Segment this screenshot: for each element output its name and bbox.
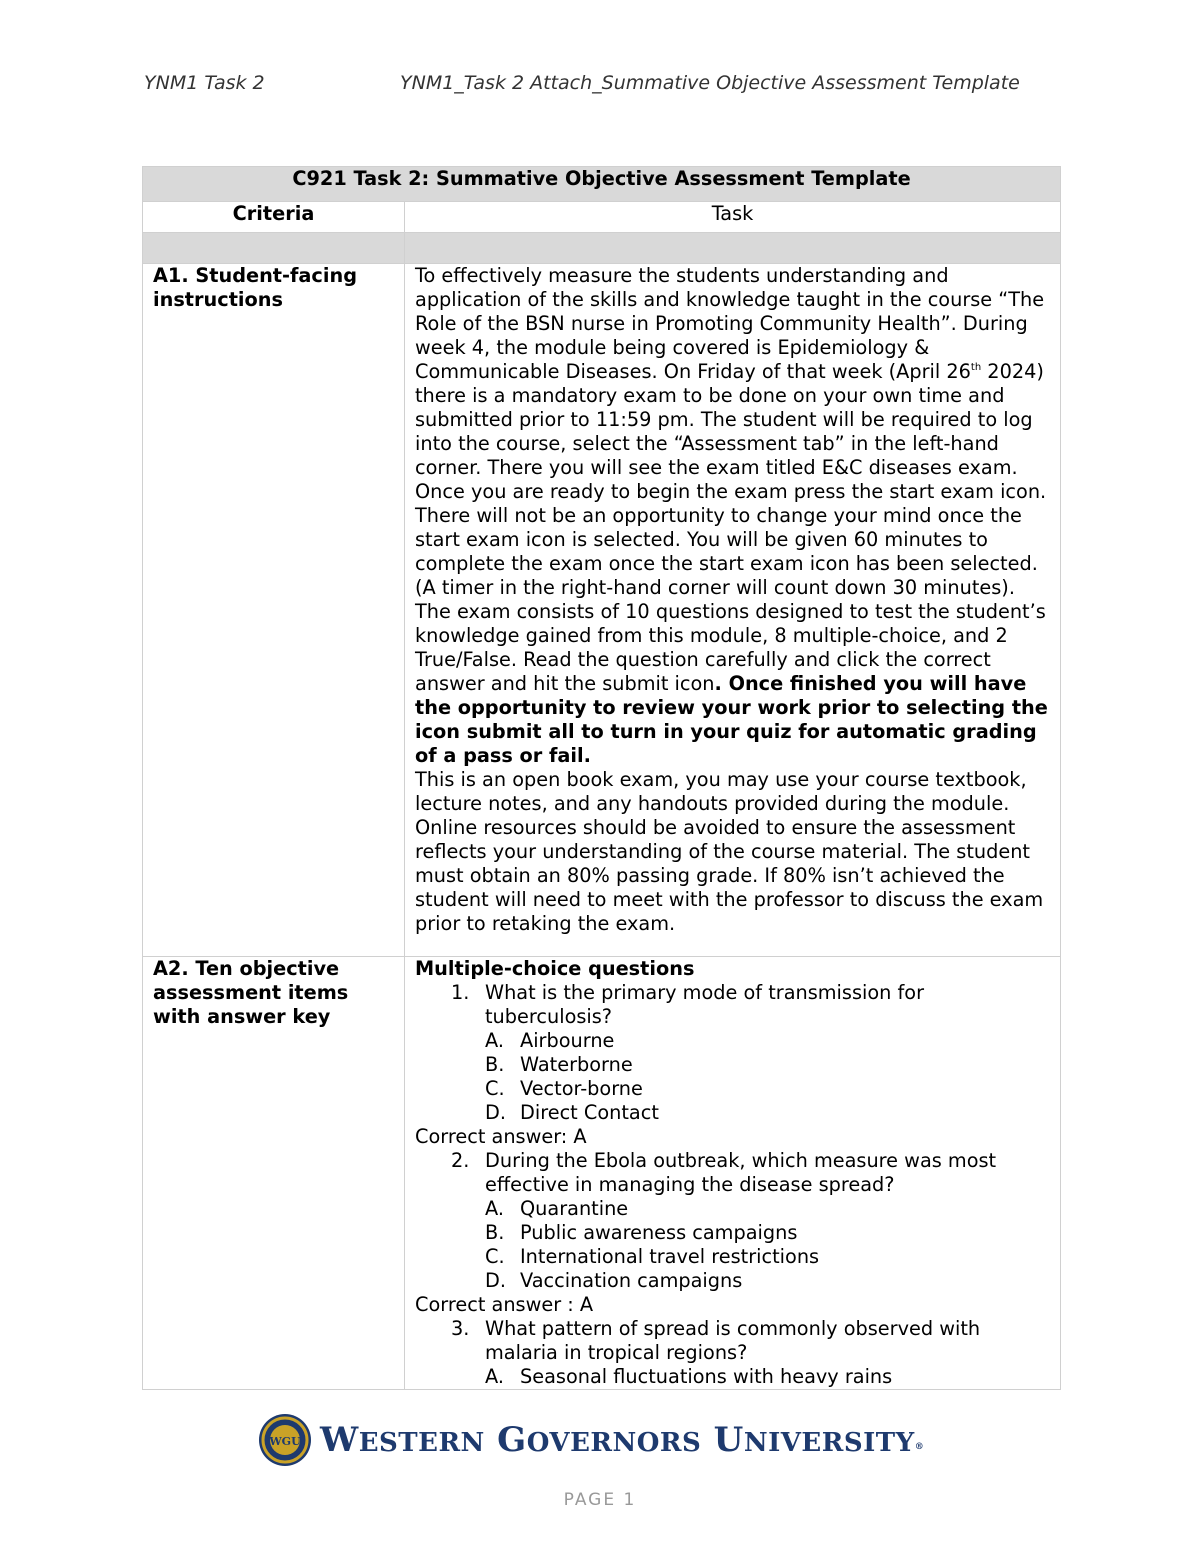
shaded-spacer-cell <box>405 233 1061 264</box>
criteria-a2-label: A2. Ten objective assessment items with answer key <box>143 957 405 1390</box>
instructions-paragraph-3: This is an open book exam, you may use your course textbook, lecture notes, and any handouts provided during the module. Online resources should be avoided to ensure the assessment reflects your understanding of the course material. The student must obtain an 80% passing grade. If 80% isn’t achieved the student will need to meet with the professor to discuss the exam prior to retaking the exam. <box>415 768 1044 935</box>
question-2: 2. During the Ebola outbreak, which measure was most effective in managing the disease spread? <box>451 1149 997 1196</box>
option: A. Quarantine <box>485 1197 629 1220</box>
shaded-spacer-cell <box>143 233 405 264</box>
assessment-table <box>142 166 1061 1390</box>
table-row-a1 <box>143 264 1061 957</box>
option: A. Seasonal fluctuations with heavy rains <box>485 1365 893 1388</box>
question-3: 3. What pattern of spread is commonly observed with malaria in tropical regions? <box>451 1317 981 1364</box>
option: B. Waterborne <box>485 1053 633 1076</box>
university-wordmark: WESTERN GOVERNORS UNIVERSITY® <box>320 1420 925 1460</box>
instructions-paragraph-2: The exam consists of 10 questions designed to test the student’s knowledge gained from this module, 8 multiple-choice, and 2 True/False. Read the question carefully and click the correct answer and hit the submit icon. Once finished you will have the opportunity to review your work prior to selecting the icon submit all to turn in your quiz for automatic grading of a pass or fail. <box>415 600 1048 767</box>
option: C. International travel restrictions <box>485 1245 820 1268</box>
question-1: 1. What is the primary mode of transmission for tuberculosis? <box>451 981 925 1028</box>
table-title: C921 Task 2: Summative Objective Assessment Template <box>143 167 1061 202</box>
answer-key: Correct answer: A <box>415 1125 587 1148</box>
header-left: YNM1 Task 2 <box>144 72 265 94</box>
section-heading: Multiple-choice questions <box>415 957 695 980</box>
university-seal-icon <box>258 1413 312 1467</box>
task-a2-items <box>405 957 1061 1390</box>
criteria-a1-label: A1. Student-facing instructions <box>143 264 405 957</box>
option: C. Vector-borne <box>485 1077 643 1100</box>
option: B. Public awareness campaigns <box>485 1221 798 1244</box>
instructions-paragraph-1: To effectively measure the students understanding and application of the skills and knowledge taught in the course “The Role of the BSN nurse in Promoting Community Health”. During week 4, the module being covered is Epidemiology & Communicable Diseases. On Friday of that week (April 26th 2024) there is a mandatory exam to be done on your own time and submitted prior to 11:59 pm. The student will be required to log into the course, select the “Assessment tab” in the left-hand corner. There you will see the exam titled E&C diseases exam. Once you are ready to begin the exam press the start exam icon. There will not be an opportunity to change your mind once the start exam icon is selected. You will be given 60 minutes to complete the exam once the start exam icon has been selected. (A timer in the right-hand corner will count down 30 minutes). <box>415 264 1047 599</box>
page-number: PAGE 1 <box>563 1490 637 1510</box>
table-row-a2 <box>143 957 1061 1390</box>
option: D. Vaccination campaigns <box>485 1269 743 1292</box>
header-right: YNM1_Task 2 Attach_Summative Objective Assessment Template <box>400 72 1020 94</box>
column-header-task: Task <box>405 202 1061 233</box>
svg-text:WGU: WGU <box>269 1435 301 1448</box>
answer-key: Correct answer : A <box>415 1293 594 1316</box>
option: D. Direct Contact <box>485 1101 659 1124</box>
wgu-logo <box>258 1413 924 1467</box>
task-a1-instructions <box>405 264 1061 957</box>
option: A. Airbourne <box>485 1029 615 1052</box>
column-header-criteria: Criteria <box>143 202 405 233</box>
